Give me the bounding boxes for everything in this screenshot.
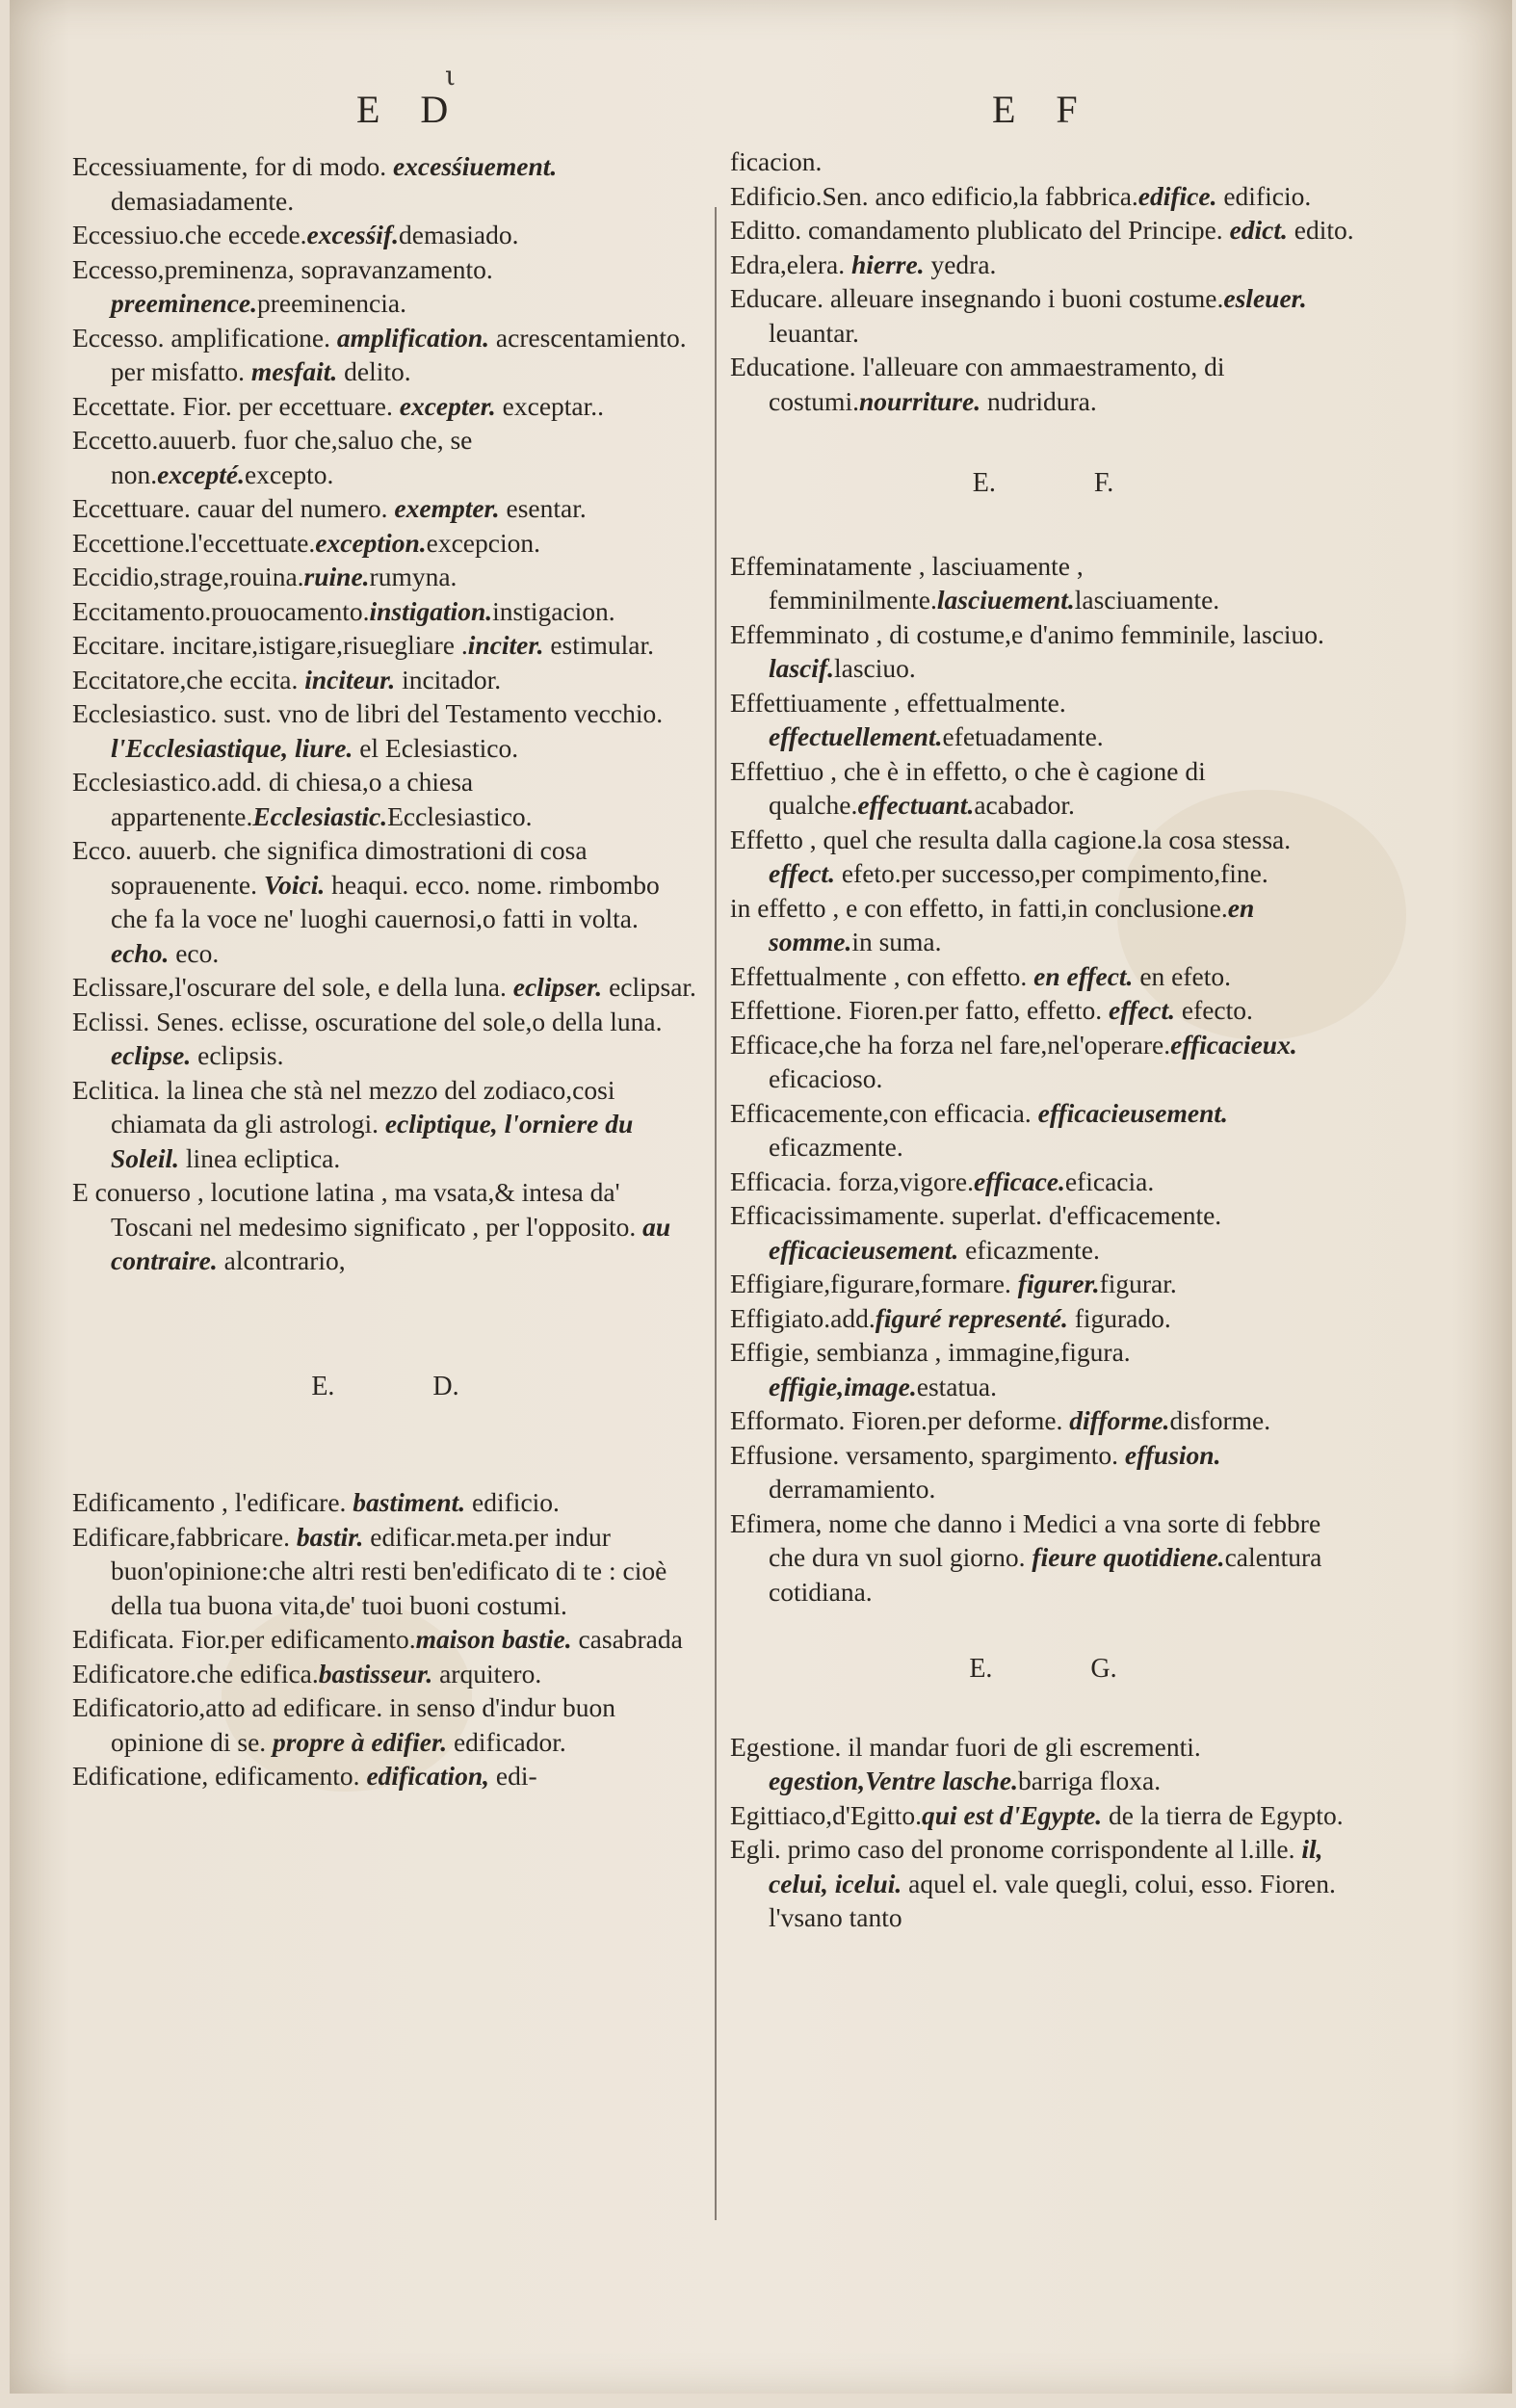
french-term: effusion. [1124, 1439, 1221, 1470]
spanish-gloss: arquitero. [432, 1658, 542, 1688]
headword-definition: Edra,elera. [730, 249, 851, 279]
spanish-gloss: edificador. [447, 1726, 566, 1757]
spanish-gloss: figurado. [1067, 1302, 1171, 1333]
spanish-gloss: exceptar.. [495, 390, 605, 421]
left-entries-bottom [72, 1485, 698, 1793]
left-column [72, 149, 698, 1793]
dictionary-entry [730, 1730, 1356, 1798]
french-term: il, celui, icelui. [769, 1834, 1323, 1898]
dictionary-entry [730, 144, 1356, 179]
headword-definition: Eccetto.auuerb. fuor che,saluo che, se non. [72, 425, 473, 489]
spanish-gloss: yedra. [924, 249, 997, 279]
dictionary-entry [72, 833, 698, 970]
spanish-gloss: Ecclesiastico. [387, 800, 533, 831]
spanish-gloss: edito. [1287, 215, 1354, 245]
spanish-gloss: demasiado. [398, 220, 519, 249]
left-entries-top [72, 149, 698, 1278]
dictionary-entry [72, 149, 698, 218]
spanish-gloss: eclipsis. [191, 1040, 284, 1070]
french-term: effigie,image. [769, 1371, 917, 1401]
headword-definition: Eccessiuamente, for di modo. [72, 151, 393, 181]
dictionary-entry [730, 179, 1356, 214]
headword-definition: Egestione. il mandar fuori de gli escrementi. [730, 1731, 1201, 1762]
french-term: figuré representé. [875, 1302, 1068, 1333]
dictionary-entry [730, 1301, 1356, 1336]
headword-definition: Effettualmente , con effetto. [730, 960, 1034, 991]
spanish-gloss: acrescentamiento. per misfatto. [111, 322, 687, 386]
dictionary-entry [730, 891, 1356, 959]
spanish-gloss: heaqui. ecco. nome. rimbombo che fa la voce ne' luoghi cauernosi,o fatti in volta. [111, 869, 660, 933]
tick-mark: ι [445, 60, 456, 92]
spanish-gloss: lasciuamente. [1074, 585, 1220, 615]
dictionary-entry [72, 491, 698, 526]
spanish-gloss: casabrada [571, 1624, 683, 1654]
spanish-gloss: el Eclesiastico. [353, 732, 519, 763]
french-term: efficacieusement. [769, 1234, 959, 1265]
dictionary-entry [72, 321, 698, 389]
right-column [730, 144, 1356, 1935]
spanish-gloss: edificio. [1216, 180, 1312, 211]
header-left: E D [356, 88, 464, 131]
dictionary-entry [730, 1096, 1356, 1165]
headword-definition: Efficacissimamente. superlat. d'efficacemente. [730, 1200, 1222, 1230]
french-term: l'Ecclesiastique, liure. [111, 732, 353, 763]
french-term: qui est d'Egypte. [921, 1799, 1103, 1830]
spanish-gloss: preeminencia. [256, 288, 406, 318]
headword-definition: Effettiuo , che è in effetto, o che è cagione di qualche. [730, 755, 1206, 820]
headword-definition: Eclissare,l'oscurare del sole, e della luna. [72, 972, 513, 1002]
dictionary-entry [730, 993, 1356, 1028]
dictionary-entry [72, 765, 698, 833]
spanish-gloss: efetuadamente. [942, 721, 1104, 751]
spanish-gloss: eficacia. [1064, 1165, 1155, 1196]
spanish-gloss: nudridura. [980, 385, 1097, 416]
french-term: hierre. [850, 249, 925, 279]
dictionary-entry [730, 1335, 1356, 1403]
headword-definition: Edificio.Sen. anco edificio,la fabbrica. [730, 180, 1138, 211]
french-term: inciteur. [304, 664, 396, 694]
spanish-gloss: rumyna. [369, 562, 457, 591]
dictionary-entry [72, 1073, 698, 1176]
french-term: effectuellement. [769, 721, 943, 751]
headword-definition: Edificamento , l'edificare. [72, 1487, 353, 1517]
french-term: effect. [769, 858, 835, 888]
spanish-gloss: eficacioso. [769, 1063, 883, 1093]
spanish-gloss: edificar.meta.per indur buon'opinione:che altri resti ben'edificato di te : cioè della tua buona vita,de' tuoi buoni costumi. [111, 1521, 667, 1620]
section-heading-e-f: E. F. [972, 468, 1114, 498]
headword-definition: Effetto , quel che resulta dalla cagione.la cosa stessa. [730, 824, 1292, 854]
spanish-gloss: eclipsar. [602, 972, 696, 1002]
headword-definition: Edificatione, edificamento. [72, 1761, 367, 1791]
headword-definition: Effettione. Fioren.per fatto, effetto. [730, 995, 1110, 1025]
french-term: amplification. [336, 322, 490, 353]
spanish-gloss: eficazmente. [958, 1234, 1100, 1265]
headword-definition: Educare. alleuare insegnando i buoni costume. [730, 283, 1224, 313]
french-term: echo. [111, 937, 170, 968]
french-term: bastir. [296, 1521, 364, 1552]
headword-definition: Effigie, sembianza , immagine,figura. [730, 1337, 1131, 1367]
french-term: egestion,Ventre lasche. [769, 1766, 1018, 1795]
french-term: esleuer. [1223, 283, 1307, 313]
french-term: excepté. [157, 458, 245, 489]
headword-definition: Eccesso. amplificatione. [72, 322, 337, 353]
headword-definition: Eccessiuo.che eccede. [72, 220, 307, 249]
headword-definition: ficacion. [730, 146, 823, 176]
french-term: efficace. [973, 1165, 1065, 1196]
dictionary-entry [72, 1175, 698, 1278]
headword-definition: Eclissi. Senes. eclisse, oscuratione del sole,o della luna. [72, 1006, 663, 1036]
spanish-gloss: efeto.per successo,per compimento,fine. [834, 858, 1268, 888]
dictionary-entry [72, 423, 698, 491]
dictionary-entry [730, 1198, 1356, 1267]
headword-definition: Egittiaco,d'Egitto. [730, 1799, 922, 1830]
dictionary-entry [730, 213, 1356, 248]
headword-definition: Efformato. Fioren.per deforme. [730, 1405, 1070, 1435]
french-term: preeminence. [111, 288, 257, 318]
french-term: excepter. [399, 390, 496, 421]
french-term: maison bastie. [415, 1624, 572, 1654]
dictionary-entry [730, 248, 1356, 282]
dictionary-entry [730, 1165, 1356, 1199]
french-term: efficacieux. [1170, 1029, 1297, 1060]
dictionary-entry [730, 617, 1356, 686]
spanish-gloss: barriga floxa. [1017, 1766, 1162, 1795]
french-term: Voici. [263, 869, 326, 900]
french-term: edict. [1229, 215, 1288, 245]
dictionary-entry [72, 1005, 698, 1073]
french-term: ruine. [303, 562, 370, 591]
headword-definition: Edificatorio,atto ad edificare. in senso d'indur buon opinione di se. [72, 1692, 615, 1757]
spanish-gloss: excepto. [244, 458, 334, 489]
french-term: exception. [315, 527, 427, 558]
spanish-gloss: en efeto. [1133, 960, 1231, 991]
headword-definition: Edificata. Fior.per edificamento. [72, 1624, 416, 1654]
french-term: excesśif. [306, 220, 399, 249]
spanish-gloss: leuantar. [769, 317, 859, 348]
french-term: excesśiuement. [392, 151, 558, 181]
spanish-gloss: edi- [489, 1761, 537, 1791]
french-term: lasciuement. [936, 585, 1075, 615]
headword-definition: Eclitica. la linea che stà nel mezzo del zodiaco,cosi chiamata da gli astrologi. [72, 1074, 615, 1139]
dictionary-entry [730, 350, 1356, 418]
spanish-gloss: demasiadamente. [111, 185, 295, 216]
french-term: en effect. [1033, 960, 1134, 991]
headword-definition: Eccitamento.prouocamento. [72, 595, 370, 626]
headword-definition: Efficacia. forza,vigore. [730, 1165, 974, 1196]
right-entries-middle [730, 549, 1356, 1610]
french-term: edifice. [1137, 180, 1217, 211]
dictionary-entry [730, 1028, 1356, 1096]
spanish-gloss: delito. [337, 356, 411, 386]
french-term: figurer. [1017, 1269, 1100, 1298]
french-term: bastiment. [353, 1487, 466, 1517]
headword-definition: Eccettuare. cauar del numero. [72, 493, 395, 523]
section-heading-e-g: E. G. [969, 1654, 1117, 1684]
headword-definition: Egli. primo caso del pronome corrispondente al l.ille. [730, 1834, 1302, 1864]
french-term: au contraire. [111, 1211, 671, 1275]
dictionary-entry [72, 218, 698, 252]
spanish-gloss: disforme. [1169, 1405, 1271, 1435]
french-term: effectuant. [857, 790, 975, 820]
headword-definition: Eccidio,strage,rouina. [72, 562, 304, 591]
dictionary-entry [72, 628, 698, 663]
dictionary-entry [72, 663, 698, 697]
dictionary-entry [730, 1403, 1356, 1438]
headword-definition: Eccettate. Fior. per eccettuare. [72, 390, 400, 421]
french-term: eclipser. [512, 972, 603, 1002]
dictionary-entry [730, 1798, 1356, 1833]
french-term: efficacieusement. [1037, 1097, 1228, 1128]
dictionary-entry [72, 252, 698, 321]
dictionary-entry [730, 1438, 1356, 1506]
dictionary-entry [730, 1267, 1356, 1301]
spanish-gloss: linea ecliptica. [179, 1142, 341, 1173]
headword-definition: Eccettione.l'eccettuate. [72, 527, 316, 558]
french-term: nourriture. [858, 385, 981, 416]
spanish-gloss: acabador. [974, 790, 1075, 820]
headword-definition: Efficacemente,con efficacia. [730, 1097, 1038, 1128]
spanish-gloss: estimular. [543, 630, 655, 660]
spanish-gloss: edificio. [465, 1487, 560, 1517]
dictionary-entry [730, 686, 1356, 754]
french-term: mesfait. [250, 356, 338, 386]
french-term: exempter. [394, 493, 500, 523]
headword-definition: Effusione. versamento, spargimento. [730, 1439, 1125, 1470]
french-term: fieure quotidiene. [1032, 1542, 1225, 1572]
spanish-gloss: estatua. [916, 1371, 997, 1401]
dictionary-entry [72, 1485, 698, 1520]
header-right: E F [992, 88, 1093, 131]
headword-definition: Efficace,che ha forza nel fare,nel'operare. [730, 1029, 1171, 1060]
spanish-gloss: efecto. [1174, 995, 1253, 1025]
dictionary-entry [730, 549, 1356, 617]
headword-definition: Editto. comandamento plublicato del Principe. [730, 215, 1230, 245]
headword-definition: Eccitare. incitare,istigare,risuegliare . [72, 630, 468, 660]
french-term: bastisseur. [318, 1658, 433, 1688]
dictionary-entry [72, 1657, 698, 1691]
dictionary-entry [730, 959, 1356, 994]
headword-definition: Eccitatore,che eccita. [72, 664, 305, 694]
headword-definition: Ecclesiastico. sust. vno de libri del Testamento vecchio. [72, 698, 664, 728]
french-term: Ecclesiastic. [252, 800, 388, 831]
spanish-gloss: derramamiento. [769, 1474, 936, 1504]
french-term: inciter. [467, 630, 544, 660]
headword-definition: Effigiare,figurare,formare. [730, 1269, 1018, 1298]
dictionary-entry [72, 970, 698, 1005]
french-term: propre à edifier. [273, 1726, 448, 1757]
french-term: instigation. [369, 595, 493, 626]
spanish-gloss: calentura cotidiana. [769, 1542, 1322, 1607]
spanish-gloss: eficazmente. [769, 1132, 903, 1162]
dictionary-entry [72, 1759, 698, 1793]
french-term: effect. [1109, 995, 1175, 1025]
headword-definition: Educatione. l'alleuare con ammaestramento, di costumi. [730, 352, 1225, 416]
dictionary-page [10, 0, 1512, 2394]
spanish-gloss: aquel el. vale quegli, colui, esso. Fioren. l'vsano tanto [769, 1868, 1336, 1932]
column-divider [715, 207, 717, 2220]
french-term: lascif. [769, 653, 834, 683]
headword-definition: Effigiato.add. [730, 1302, 876, 1333]
dictionary-entry [72, 1622, 698, 1657]
french-term: edification, [366, 1761, 489, 1791]
headword-definition: Ecco. auuerb. che significa dimostrationi di cosa soprauenente. [72, 835, 588, 900]
spanish-gloss: excepcion. [426, 527, 540, 558]
spanish-gloss: incitador. [395, 664, 502, 694]
headword-definition: E conuerso , locutione latina , ma vsata,& intesa da' Toscani nel medesimo significato , per l'opposito. [72, 1177, 643, 1242]
dictionary-entry [72, 1520, 698, 1623]
french-term: eclipse. [111, 1040, 192, 1070]
right-entries-top [730, 144, 1356, 418]
dictionary-entry [72, 1690, 698, 1759]
headword-definition: Edificare,fabbricare. [72, 1521, 297, 1552]
right-entries-bottom [730, 1730, 1356, 1935]
french-term: ecliptique, l'orniere du Soleil. [111, 1109, 634, 1173]
headword-definition: Effeminatamente , lasciuamente , femminilmente. [730, 550, 1084, 615]
headword-definition: Eccesso,preminenza, sopravanzamento. [72, 253, 493, 284]
headword-definition: Efimera, nome che danno i Medici a vna sorte di febbre che dura vn suol giorno. [730, 1507, 1321, 1572]
section-heading-e-d: E. D. [311, 1371, 459, 1401]
headword-definition: Edificatore.che edifica. [72, 1658, 319, 1688]
dictionary-entry [72, 594, 698, 629]
spanish-gloss: de la tierra de Egypto. [1102, 1799, 1344, 1830]
dictionary-entry [72, 389, 698, 424]
spanish-gloss: figurar. [1099, 1269, 1177, 1298]
dictionary-entry [730, 1506, 1356, 1610]
dictionary-entry [730, 823, 1356, 891]
dictionary-entry [730, 754, 1356, 823]
french-term: en somme. [769, 892, 1255, 956]
headword-definition: Effettiuamente , effettualmente. [730, 687, 1066, 718]
spanish-gloss: in suma. [851, 927, 942, 956]
dictionary-entry [730, 281, 1356, 350]
dictionary-entry [72, 560, 698, 594]
dictionary-entry [72, 526, 698, 561]
french-term: difforme. [1069, 1405, 1170, 1435]
spanish-gloss: eco. [169, 937, 220, 968]
dictionary-entry [72, 696, 698, 765]
headword-definition: Ecclesiastico.add. di chiesa,o a chiesa appartenente. [72, 767, 474, 831]
spanish-gloss: instigacion. [492, 595, 615, 626]
spanish-gloss: lasciuo. [833, 653, 916, 683]
dictionary-entry [730, 1832, 1356, 1935]
headword-definition: in effetto , e con effetto, in fatti,in conclusione. [730, 892, 1228, 923]
spanish-gloss: alcontrario, [217, 1245, 346, 1275]
headword-definition: Effemminato , di costume,e d'animo femminile, lasciuo. [730, 618, 1324, 649]
spanish-gloss: esentar. [499, 493, 587, 523]
